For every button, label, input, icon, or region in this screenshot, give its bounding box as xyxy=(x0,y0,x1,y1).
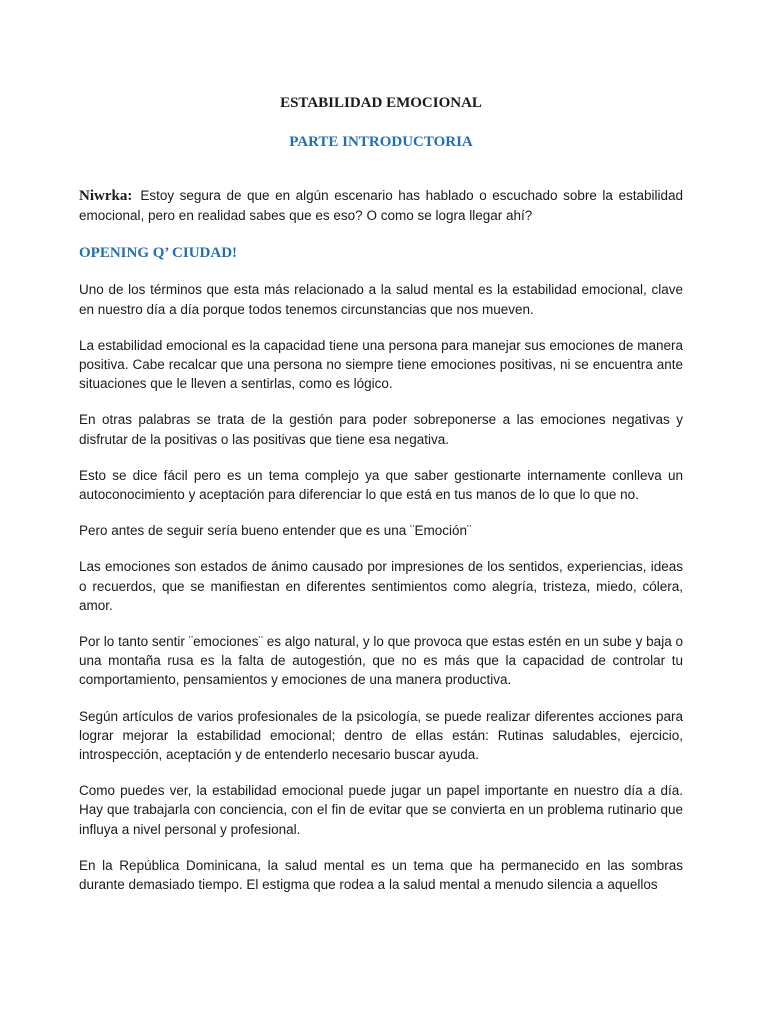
paragraph: Pero antes de seguir sería bueno entender que es una ¨Emoción¨ xyxy=(79,523,472,539)
intro-paragraph xyxy=(79,186,683,225)
section-heading: OPENING Q’ CIUDAD! xyxy=(79,245,238,262)
document-title: ESTABILIDAD EMOCIONAL xyxy=(280,95,482,111)
intro-text: Estoy segura de que en algún escenario has hablado o escuchado sobre la estabilidad emocional, pero en realidad sabes que es eso? O como se logra llegar ahí? xyxy=(79,188,683,224)
body-paragraphs xyxy=(79,280,683,894)
paragraph: Por lo tanto sentir ¨emociones¨ es algo natural, y lo que provoca que estas estén en un sube y baja o una montaña rusa es la falta de autogestión, que no es más que la capacidad de controlar tu comportamiento, pensamientos y emociones de una manera productiva. xyxy=(79,634,683,688)
document-subtitle: PARTE INTRODUCTORIA xyxy=(289,134,473,150)
paragraph: Esto se dice fácil pero es un tema complejo ya que saber gestionarte internamente conlleva un autoconocimiento y aceptación para diferenciar lo que está en tus manos de lo que lo que no. xyxy=(79,467,683,503)
document-page xyxy=(79,86,683,894)
paragraph: En la República Dominicana, la salud mental es un tema que ha permanecido en las sombras durante demasiado tiempo. El estigma que rodea a la salud mental a menudo silencia a aquellos xyxy=(79,857,683,893)
paragraph: En otras palabras se trata de la gestión para poder sobreponerse a las emociones negativas y disfrutar de la positivas o las positivas que tiene esa negativa. xyxy=(79,412,683,447)
paragraph: La estabilidad emocional es la capacidad tiene una persona para manejar sus emociones de manera positiva. Cabe recalcar que una persona no siempre tiene emociones positivas, ni se encuentra ante situaciones que le lleven a sentirlas, como es lógico. xyxy=(79,337,683,392)
paragraph: Uno de los términos que esta más relacionado a la salud mental es la estabilidad emocional, clave en nuestro día a día porque todos tenemos circunstancias que nos mueven. xyxy=(79,282,683,317)
paragraph: Como puedes ver, la estabilidad emocional puede jugar un papel importante en nuestro día a día. Hay que trabajarla con conciencia, con el fin de evitar que se convierta en un problema rutinario que influya a nivel personal y profesional. xyxy=(79,783,683,837)
paragraph: Según artículos de varios profesionales de la psicología, se puede realizar diferentes acciones para lograr mejorar la estabilidad emocional; dentro de ellas están: Rutinas saludables, ejercicio, introspección, aceptación y de entenderlo necesario buscar ayuda. xyxy=(79,708,683,763)
paragraph: Las emociones son estados de ánimo causado por impresiones de los sentidos, experiencias, ideas o recuerdos, que se manifiestan en diferentes sentimientos como alegría, tristeza, miedo, cólera, amor. xyxy=(79,559,683,613)
speaker-name: Niwrka: xyxy=(79,188,133,204)
